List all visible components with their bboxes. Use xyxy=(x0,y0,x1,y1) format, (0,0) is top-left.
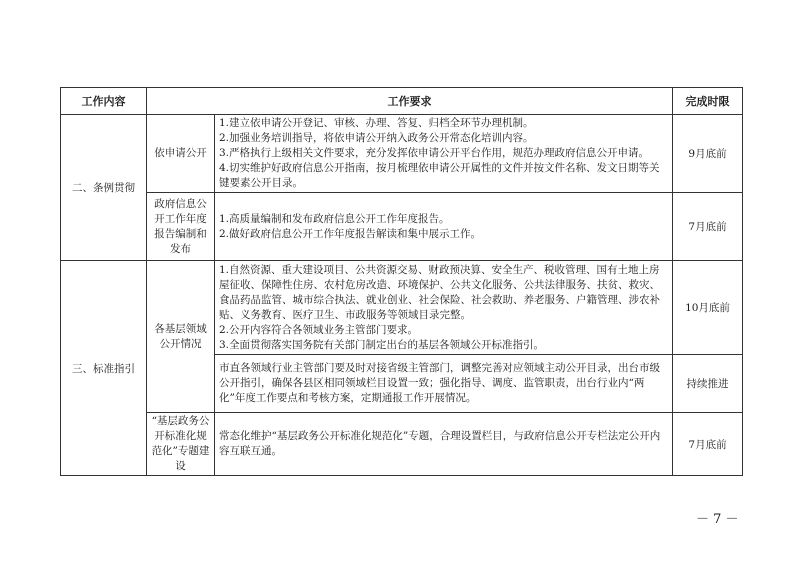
requirements-cell xyxy=(215,355,673,413)
page-number: － 7 － xyxy=(696,512,739,527)
deadline-cell: 持续推进 xyxy=(673,355,743,413)
header-row xyxy=(61,88,743,115)
requirements-cell xyxy=(215,261,673,355)
header-deadline: 完成时限 xyxy=(673,88,743,115)
sub-item-cell: 政府信息公开工作年度报告编制和发布 xyxy=(147,193,215,261)
requirement-line: 4.切实维护好政府信息公开指南，按月梳理依申请公开属性的文件并按文件名称、发文日期等关键要素公开目录。 xyxy=(219,162,660,189)
requirements-cell xyxy=(215,413,673,476)
deadline-cell: 9月底前 xyxy=(673,115,743,193)
requirement-line: 市直各领域行业主管部门要及时对接省级主管部门，调整完善对应领域主动公开目录，出台市级公开指引，确保各县区相同领域栏目设置一致；强化指导、调度、监管职责，出台行业内“两化”年度工作要点和考核方案，定期通报工作开展情况。 xyxy=(219,362,660,404)
work-table xyxy=(60,87,743,476)
category-cell: 三、标准指引 xyxy=(61,261,147,476)
header-requirements: 工作要求 xyxy=(147,88,673,115)
requirement-line: 2.做好政府信息公开工作年度报告解读和集中展示工作。 xyxy=(219,227,482,240)
deadline-cell: 7月底前 xyxy=(673,413,743,476)
requirement-line: 常态化维护“基层政务公开标准化规范化”专题，合理设置栏目，与政府信息公开专栏法定公开内容互联互通。 xyxy=(219,430,661,457)
requirements-cell xyxy=(215,115,673,193)
requirement-line: 1.自然资源、重大建设项目、公共资源交易、财政预决算、安全生产、税收管理、国有土地上房屋征收、保障性住房、农村危房改造、环境保护、公共文化服务、公共法律服务、扶贫、救灾、食品药品监管、城市综合执法、就业创业、社会保险、社会救助、养老服务、户籍管理、涉农补贴、义务教育、医疗卫生、市政服务等领域目录完整。 xyxy=(219,263,660,321)
category-cell: 二、条例贯彻 xyxy=(61,115,147,261)
deadline-cell: 7月底前 xyxy=(673,193,743,261)
header-content: 工作内容 xyxy=(61,88,147,115)
sub-item-cell: “基层政务公开标准化规范化”专题建设 xyxy=(147,413,215,476)
requirement-line: 2.公开内容符合各领域业务主管部门要求。 xyxy=(219,323,419,336)
sub-item-cell: 依申请公开 xyxy=(147,115,215,193)
sub-item-cell: 各基层领域公开情况 xyxy=(147,261,215,413)
requirement-line: 3.全面贯彻落实国务院有关部门制定出台的基层各领域公开标准指引。 xyxy=(219,338,545,351)
deadline-cell: 10月底前 xyxy=(673,261,743,355)
requirement-line: 1.建立依申请公开登记、审核、办理、答复、归档全环节办理机制。 xyxy=(219,117,534,129)
requirement-line: 3.严格执行上级相关文件要求，充分发挥依申请公开平台作用，规范办理政府信息公开申请。 xyxy=(219,147,650,159)
table-row xyxy=(61,261,743,355)
requirements-cell xyxy=(215,193,673,261)
requirement-line: 1.高质量编制和发布政府信息公开工作年度报告。 xyxy=(219,212,450,225)
requirement-line: 2.加强业务培训指导，将依申请公开纳入政务公开常态化培训内容。 xyxy=(219,132,534,144)
table-row xyxy=(61,193,743,261)
table-row xyxy=(61,115,743,193)
table-row xyxy=(61,413,743,476)
